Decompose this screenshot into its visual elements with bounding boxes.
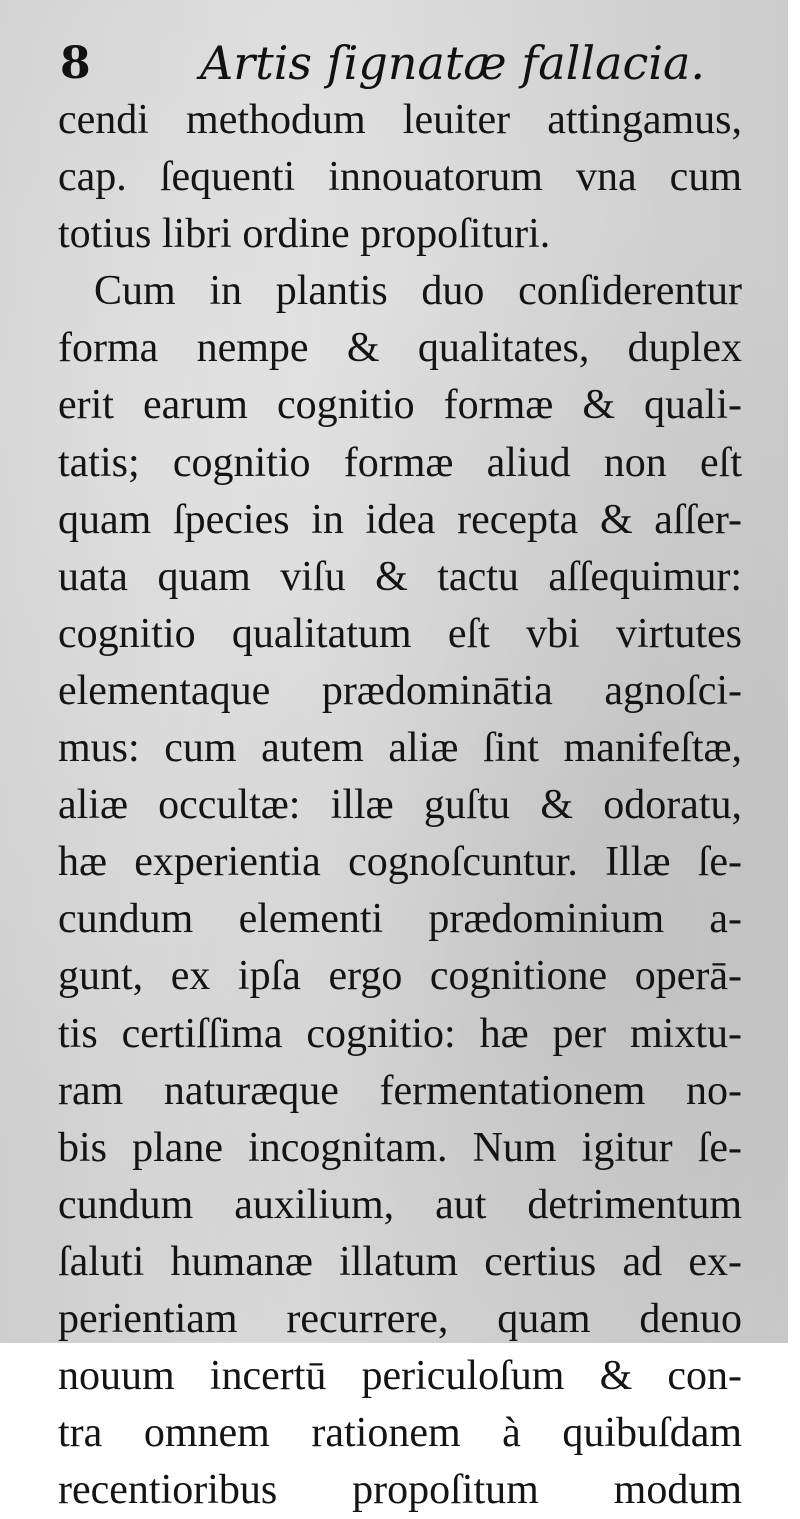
text-line: recentioribus propoſitum modum	[58, 1467, 742, 1514]
text-line: cundum elementi prædominium a-	[58, 896, 742, 943]
text-line: cap. ſequenti innouatorum vna cum	[58, 154, 742, 201]
text-line: ſaluti humanæ illatum certius ad ex-	[58, 1238, 742, 1285]
text-line: uata quam viſu & tactu aſſequimur:	[58, 553, 742, 600]
running-title: Artis ſignatæ fallacia.	[200, 36, 706, 90]
text-line: aliæ occultæ: illæ guſtu & odoratu,	[58, 782, 742, 829]
text-line: cundum auxilium, aut detrimentum	[58, 1181, 742, 1228]
page-header	[60, 30, 740, 92]
page-edge-margin	[788, 0, 800, 1343]
text-line: bis plane incognitam. Num igitur ſe-	[58, 1124, 742, 1171]
text-line: totius libri ordine propoſituri.	[58, 211, 551, 258]
text-line: tatis; cognitio formæ aliud non eſt	[58, 439, 742, 486]
text-line: nouum incertū periculoſum & con-	[58, 1353, 742, 1400]
page-number: 8	[60, 38, 91, 89]
text-line: ram naturæque fermentationem no-	[58, 1067, 742, 1114]
text-line: cendi methodum leuiter attingamus,	[58, 97, 742, 143]
text-line: quam ſpecies in idea recepta & aſſer-	[58, 496, 742, 543]
text-line: erit earum cognitio formæ & quali-	[58, 382, 742, 429]
text-line: perientiam recurrere, quam denuo	[58, 1295, 742, 1342]
text-line: gunt, ex ipſa ergo cognitione operā-	[58, 953, 742, 1000]
text-line: cognitio qualitatum eſt vbi virtutes	[58, 610, 742, 657]
text-line: tra omnem rationem à quibuſdam	[58, 1410, 742, 1457]
body-text	[58, 92, 742, 1519]
text-line: elementaque prædominātia agnoſci-	[58, 667, 742, 714]
text-line: tis certiſſima cognitio: hæ per mixtu-	[58, 1010, 742, 1057]
text-line: forma nempe & qualitates, duplex	[58, 325, 742, 372]
text-line: mus: cum autem aliæ ſint manifeſtæ,	[58, 725, 742, 772]
text-line: hæ experientia cognoſcuntur. Illæ ſe-	[58, 839, 742, 886]
text-line: Cum in plantis duo conſiderentur	[94, 268, 742, 315]
